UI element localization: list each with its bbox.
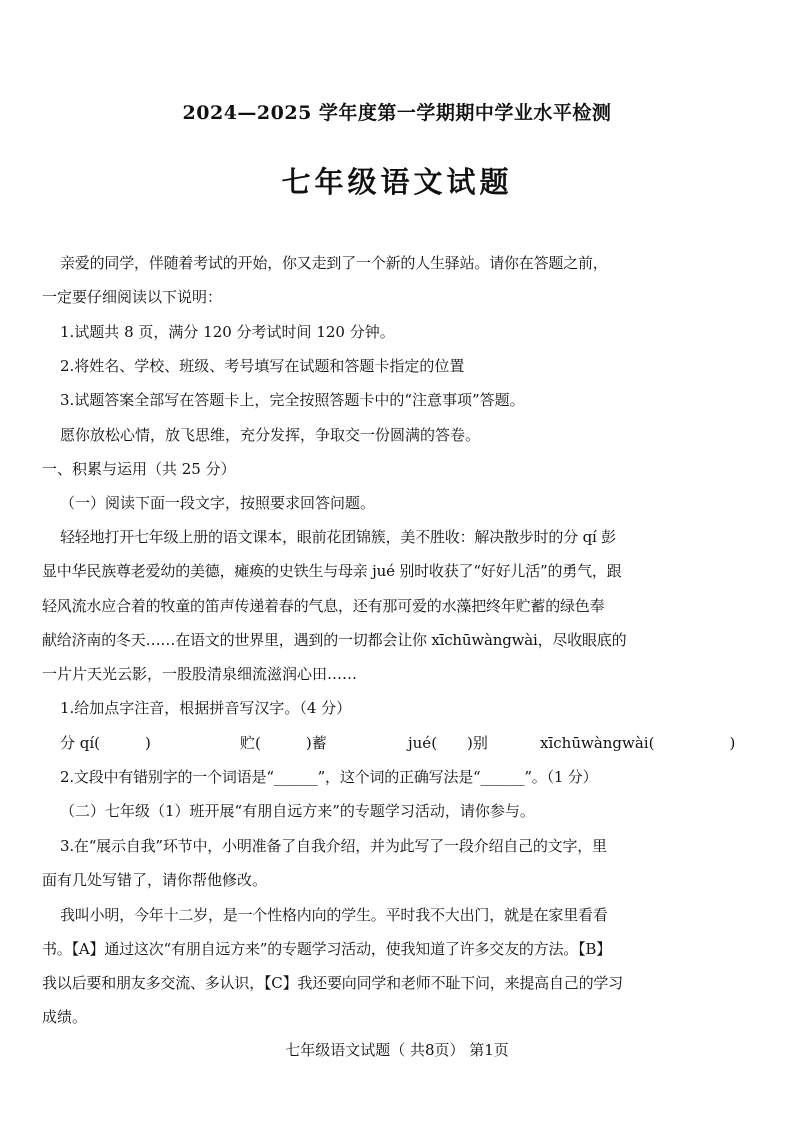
essay-line: 我叫小明，今年十二岁，是一个性格内向的学生。平时我不大出门，就是在家里看看	[60, 906, 608, 924]
question-3-line: 面有几处写错了，请你帮他修改。	[42, 871, 268, 889]
q1-item-zhuxu: 贮( )蓄	[240, 734, 327, 752]
passage-line: 献给济南的冬天……在语文的世界里，遇到的一切都会让你 xīchūwàngwài，尽收眼底的	[42, 631, 627, 649]
passage-line: 轻风流水应合着的牧童的笛声传递着春的气息，还有那可爱的水藻把终年贮蓄的绿色奉	[42, 597, 605, 615]
part2-heading: （二）七年级（1）班开展“有朋自远方来”的专题学习活动，请你参与。	[60, 802, 535, 820]
intro-line-1: 亲爱的同学，伴随着考试的开始，你又走到了一个新的人生驿站。请你在答题之前，	[60, 254, 608, 272]
question-3-line: 3.在“展示自我”环节中，小明准备了自我介绍，并为此写了一段介绍自己的文字，里	[60, 837, 607, 855]
question-2: 2.文段中有错别字的一个词语是“______”，这个词的正确写法是“______”。（1 分）	[60, 768, 598, 786]
intro-rule-3: 3.试题答案全部写在答题卡上，完全按照答题卡中的“注意事项”答题。	[60, 391, 525, 409]
intro-line-2: 一定要仔细阅读以下说明：	[42, 288, 223, 306]
part1-heading: （一）阅读下面一段文字，按照要求回答问题。	[60, 494, 376, 512]
q1-item-xichuwangwai: xīchūwàngwài( )	[540, 734, 736, 752]
essay-line: 书。【A】通过这次“有朋自远方来”的专题学习活动，使我知道了许多交友的方法。【B】	[42, 940, 611, 958]
passage-line: 轻轻地打开七年级上册的语文课本，眼前花团锦簇，美不胜收：解决散步时的分 qí 彭	[60, 528, 616, 546]
section-heading: 一、积累与运用（共 25 分）	[42, 460, 236, 478]
question-1: 1.给加点字注音，根据拼音写汉字。（4 分）	[60, 699, 352, 717]
q1-item-juebie: jué( )别	[408, 734, 488, 752]
subject-title: 七年级语文试题	[281, 165, 513, 199]
exam-title: 2024—2025 学年度第一学期期中学业水平检测	[182, 102, 612, 124]
intro-rule-2: 2.将姓名、学校、班级、考号填写在试题和答题卡指定的位置	[60, 357, 465, 375]
essay-line: 我以后要和朋友多交流、多认识，【C】我还要向同学和老师不耻下问，来提高自己的学习	[42, 974, 623, 992]
intro-rule-1: 1.试题共 8 页，满分 120 分考试时间 120 分钟。	[60, 323, 395, 341]
essay-line: 成绩。	[42, 1008, 88, 1026]
passage-line: 显中华民族尊老爱幼的美德，瘫痪的史铁生与母亲 jué 别时收获了“好好儿活”的勇气，跟	[42, 562, 622, 580]
page-footer: 七年级语文试题（ 共8页） 第1页	[285, 1041, 509, 1059]
q1-item-fenqi: 分 qí( )	[60, 734, 151, 752]
passage-line: 一片片天光云影，一股股清泉细流滋润心田……	[42, 665, 358, 683]
intro-wish: 愿你放松心情，放飞思维，充分发挥，争取交一份圆满的答卷。	[60, 426, 481, 444]
